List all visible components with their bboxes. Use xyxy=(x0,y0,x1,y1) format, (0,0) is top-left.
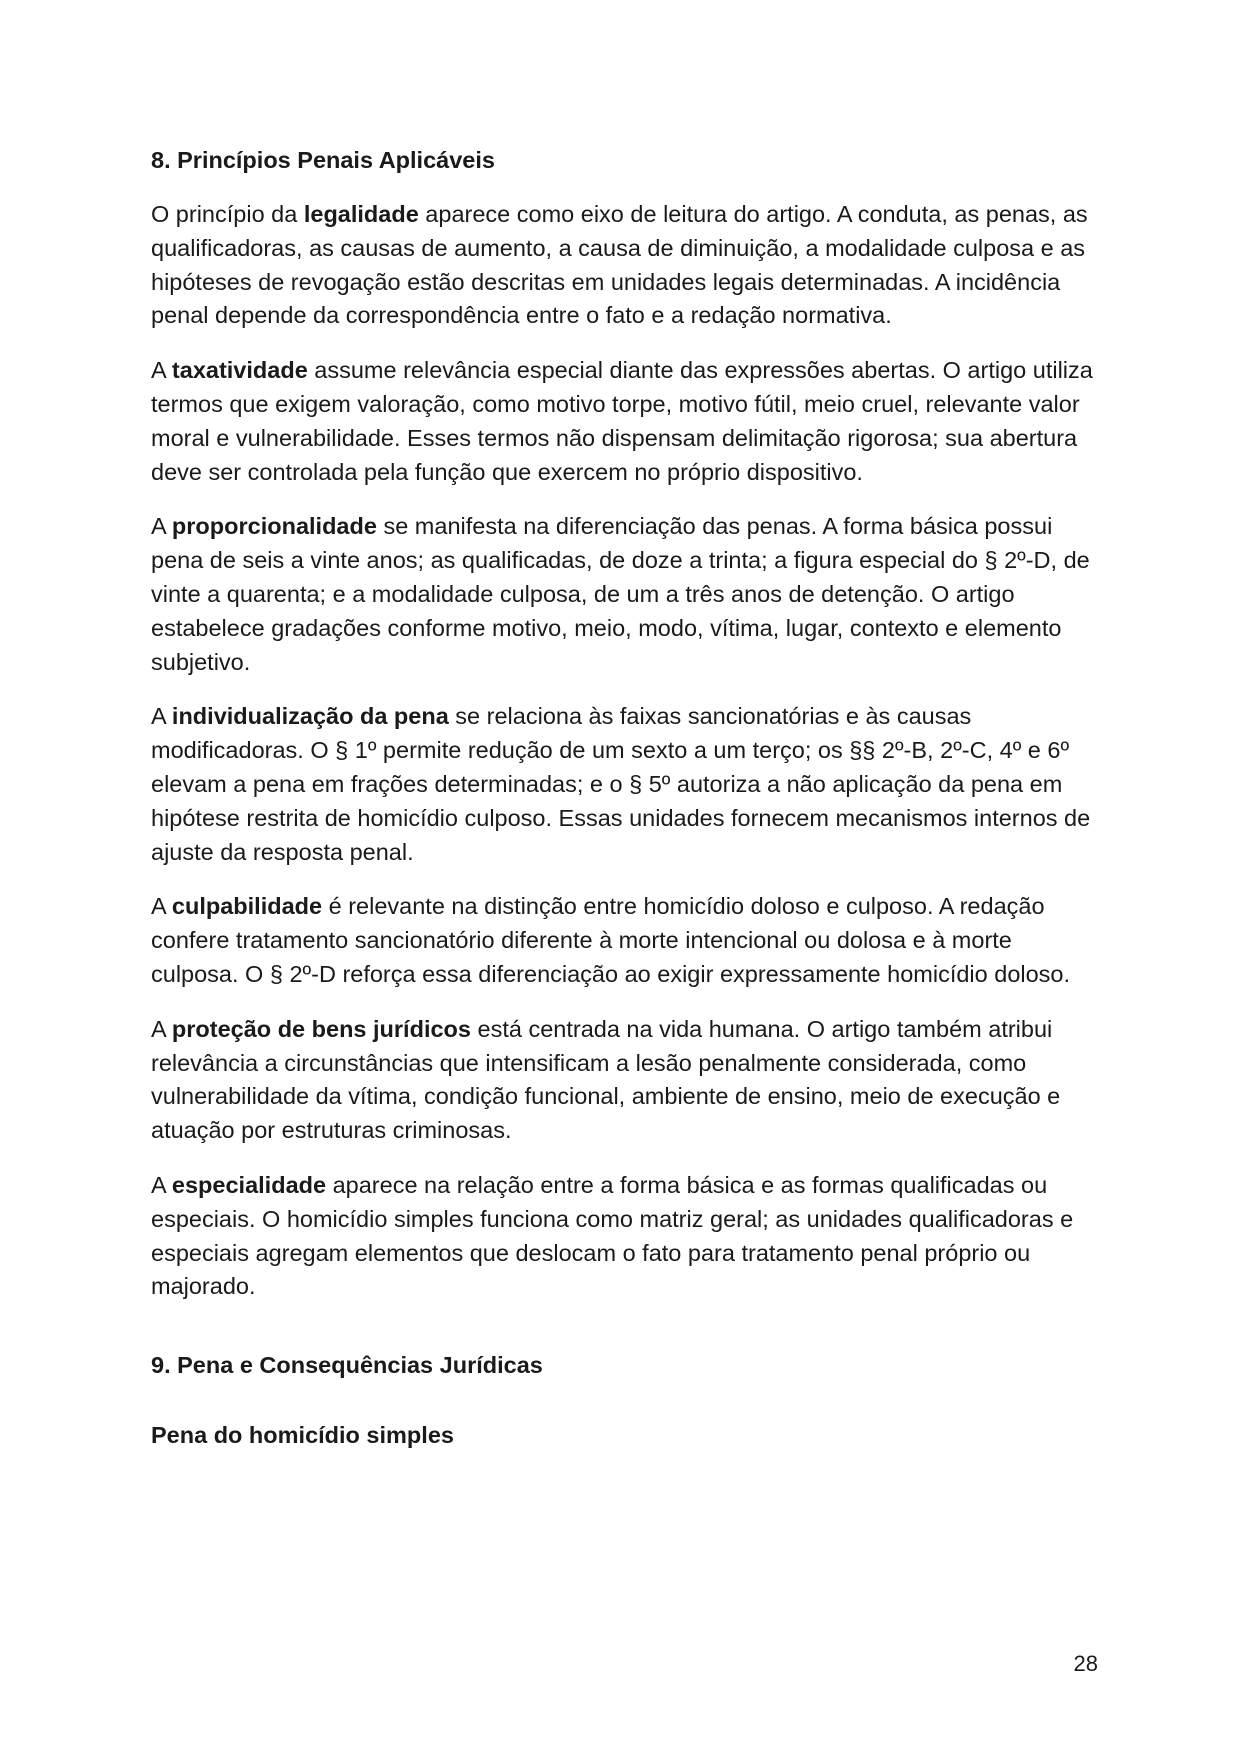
paragraph-taxatividade: A taxatividade assume relevância especial diante das expressões abertas. O artigo utiliza termos que exigem valoração, como motivo torpe, motivo fútil, meio cruel, relevante valor moral e vulnerabilidade. Esses termos não dispensam delimitação rigorosa; sua abertura deve ser controlada pela função que exercem no próprio dispositivo. xyxy=(151,357,1093,485)
term-legalidade: legalidade xyxy=(303,201,419,227)
paragraph-proporcionalidade: A proporcionalidade se manifesta na diferenciação das penas. A forma básica possui pena de seis a vinte anos; as qualificadas, de doze a trinta; a figura especial do § 2º-D, de vinte a quarenta; e a modalidade culposa, de um a três anos de detenção. O artigo estabelece gradações conforme motivo, meio, modo, vítima, lugar, contexto e elemento subjetivo. xyxy=(151,513,1090,675)
term-taxatividade: taxatividade xyxy=(171,357,308,384)
paragraph-protecao-bens-juridicos: A proteção de bens jurídicos está centrada na vida humana. O artigo também atribui relevância a circunstâncias que intensificam a lesão penalmente considerada, como vulnerabilidade da vítima, condição funcional, ambiente de ensino, meio de execução e atuação por estruturas criminosas. xyxy=(151,1015,1061,1144)
term-individualizacao-da-pena: individualização da pena xyxy=(171,703,449,730)
section-9-title: 9. Pena e Consequências Jurídicas xyxy=(151,1352,543,1379)
page-content xyxy=(151,144,1101,1452)
paragraph-individualizacao: A individualização da pena se relaciona às faixas sancionatórias e às causas modificadoras. O § 1º permite redução de um sexto a um terço; os §§ 2º-B, 2º-C, 4º e 6º elevam a pena em frações determinadas; e o § 5º autoriza a não aplicação da pena em hipótese restrita de homicídio culposo. Essas unidades fornecem mecanismos internos de ajuste da resposta penal. xyxy=(151,703,1091,865)
term-protecao-de-bens-juridicos: proteção de bens jurídicos xyxy=(171,1015,471,1042)
section-8-title: 8. Princípios Penais Aplicáveis xyxy=(151,147,495,173)
paragraph-especialidade: A especialidade aparece na relação entre a forma básica e as formas qualificadas ou especiais. O homicídio simples funciona como matriz geral; as unidades qualificadoras e especiais agregam elementos que deslocam o fato para tratamento penal próprio ou majorado. xyxy=(151,1171,1074,1300)
paragraph-culpabilidade: A culpabilidade é relevante na distinção entre homicídio doloso e culposo. A redação confere tratamento sancionatório diferente à morte intencional ou dolosa e à morte culposa. O § 2º-D reforça essa diferenciação ao exigir expressamente homicídio doloso. xyxy=(151,893,1071,987)
term-culpabilidade: culpabilidade xyxy=(171,893,323,920)
paragraph-legalidade: O princípio da legalidade aparece como eixo de leitura do artigo. A conduta, as penas, as qualificadoras, as causas de aumento, a causa de diminuição, a modalidade culposa e as hipóteses de revogação estão descritas em unidades legais determinadas. A incidência penal depende da correspondência entre o fato e a redação normativa. xyxy=(151,201,1088,329)
term-especialidade: especialidade xyxy=(171,1171,327,1198)
page-number: 28 xyxy=(1073,1651,1098,1676)
term-proporcionalidade: proporcionalidade xyxy=(171,513,377,540)
subsection-title: Pena do homicídio simples xyxy=(151,1422,454,1449)
